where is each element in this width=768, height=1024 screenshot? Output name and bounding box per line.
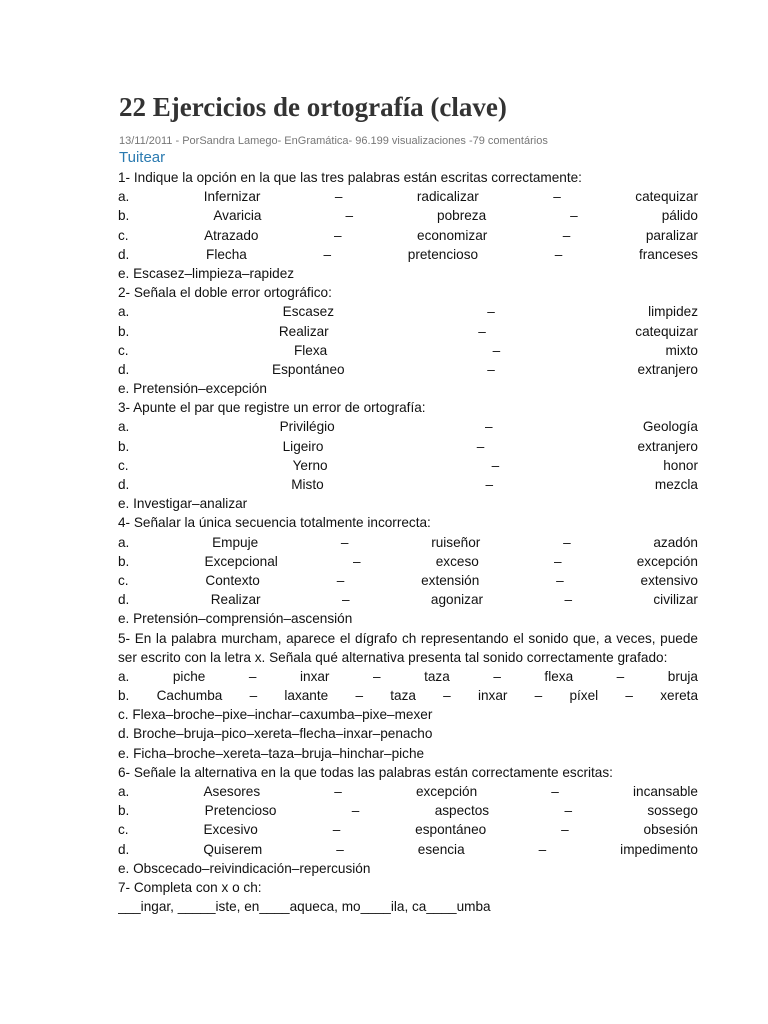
q1-option-b: b. Avaricia – pobreza – pálido bbox=[118, 208, 698, 224]
q4-option-c: c. Contexto – extensión – extensivo bbox=[118, 572, 698, 588]
q7-blanks: ___ingar, _____iste, en____aqueca, mo____ila, ca____umba bbox=[118, 899, 491, 915]
q2-option-e: e. Pretensión–excepción bbox=[118, 381, 267, 397]
q5-option-a: a. piche – inxar – taza – flexa – bruja bbox=[118, 668, 698, 684]
q5-option-b: b. Cachumba – laxante – taza – inxar – píxel – xereta bbox=[118, 688, 698, 704]
q3-option-c: c. Yerno – honor bbox=[118, 457, 698, 473]
question-5: 5- En la palabra murcham, aparece el dígrafo ch representando el sonido que, a veces, puede ser escrito con la letra x. Señala qué alternativa presenta tal sonido correctamente grafado: bbox=[118, 630, 698, 665]
q2-option-c: c. Flexa – mixto bbox=[118, 342, 698, 358]
q1-option-a: a. Infernizar – radicalizar – catequizar bbox=[118, 189, 698, 205]
q5-option-c: c. Flexa–broche–pixe–inchar–caxumba–pixe–mexer bbox=[118, 707, 433, 723]
q6-option-a: a. Asesores – excepción – incansable bbox=[118, 784, 698, 800]
q2-option-b: b. Realizar – catequizar bbox=[118, 323, 698, 339]
post-meta: 13/11/2011 - PorSandra Lamego- EnGramática- 96.199 visualizaciones -79 comentários bbox=[119, 135, 548, 147]
question-3: 3- Apunte el par que registre un error de ortografía: bbox=[118, 400, 426, 416]
q2-option-a: a. Escasez – limpidez bbox=[118, 304, 698, 320]
q3-option-a: a. Privilégio – Geología bbox=[118, 419, 698, 435]
q4-option-b: b. Excepcional – exceso – excepción bbox=[118, 553, 698, 569]
q5-option-d: d. Broche–bruja–pico–xereta–flecha–inxar–penacho bbox=[118, 726, 433, 742]
q3-option-d: d. Misto – mezcla bbox=[118, 477, 698, 492]
page-title: 22 Ejercicios de ortografía (clave) bbox=[119, 92, 507, 122]
question-6: 6- Señale la alternativa en la que todas las palabras están correctamente escritas: bbox=[118, 764, 613, 780]
q5-option-e: e. Ficha–broche–xereta–taza–bruja–hinchar–piche bbox=[118, 745, 425, 761]
q6-option-c: c. Excesivo – espontáneo – obsesión bbox=[118, 822, 698, 838]
q1-option-d: d. Flecha – pretencioso – franceses bbox=[118, 246, 698, 262]
question-1: 1- Indique la opción en la que las tres palabras están escritas correctamente: bbox=[118, 170, 582, 185]
q6-option-d: d. Quiserem – esencia – impedimento bbox=[118, 841, 698, 857]
question-4: 4- Señalar la única secuencia totalmente incorrecta: bbox=[118, 515, 431, 531]
q3-option-e: e. Investigar–analizar bbox=[118, 496, 248, 512]
exercise-content bbox=[118, 168, 698, 916]
q6-option-e: e. Obscecado–reivindicación–repercusión bbox=[118, 860, 371, 876]
q4-option-e: e. Pretensión–comprensión–ascensión bbox=[118, 611, 353, 627]
q1-option-c: c. Atrazado – economizar – paralizar bbox=[118, 227, 698, 243]
question-2: 2- Señala el doble error ortográfico: bbox=[118, 285, 332, 301]
question-7: 7- Completa con x o ch: bbox=[118, 879, 262, 895]
q2-option-d: d. Espontáneo – extranjero bbox=[118, 361, 698, 377]
q3-option-b: b. Ligeiro – extranjero bbox=[118, 438, 698, 454]
tweet-link[interactable]: Tuitear bbox=[119, 149, 166, 166]
q1-option-e: e. Escasez–limpieza–rapidez bbox=[118, 265, 295, 281]
q4-option-a: a. Empuje – ruiseñor – azadón bbox=[118, 534, 698, 550]
q6-option-b: b. Pretencioso – aspectos – sossego bbox=[118, 803, 698, 819]
q4-option-d: d. Realizar – agonizar – civilizar bbox=[118, 592, 698, 608]
